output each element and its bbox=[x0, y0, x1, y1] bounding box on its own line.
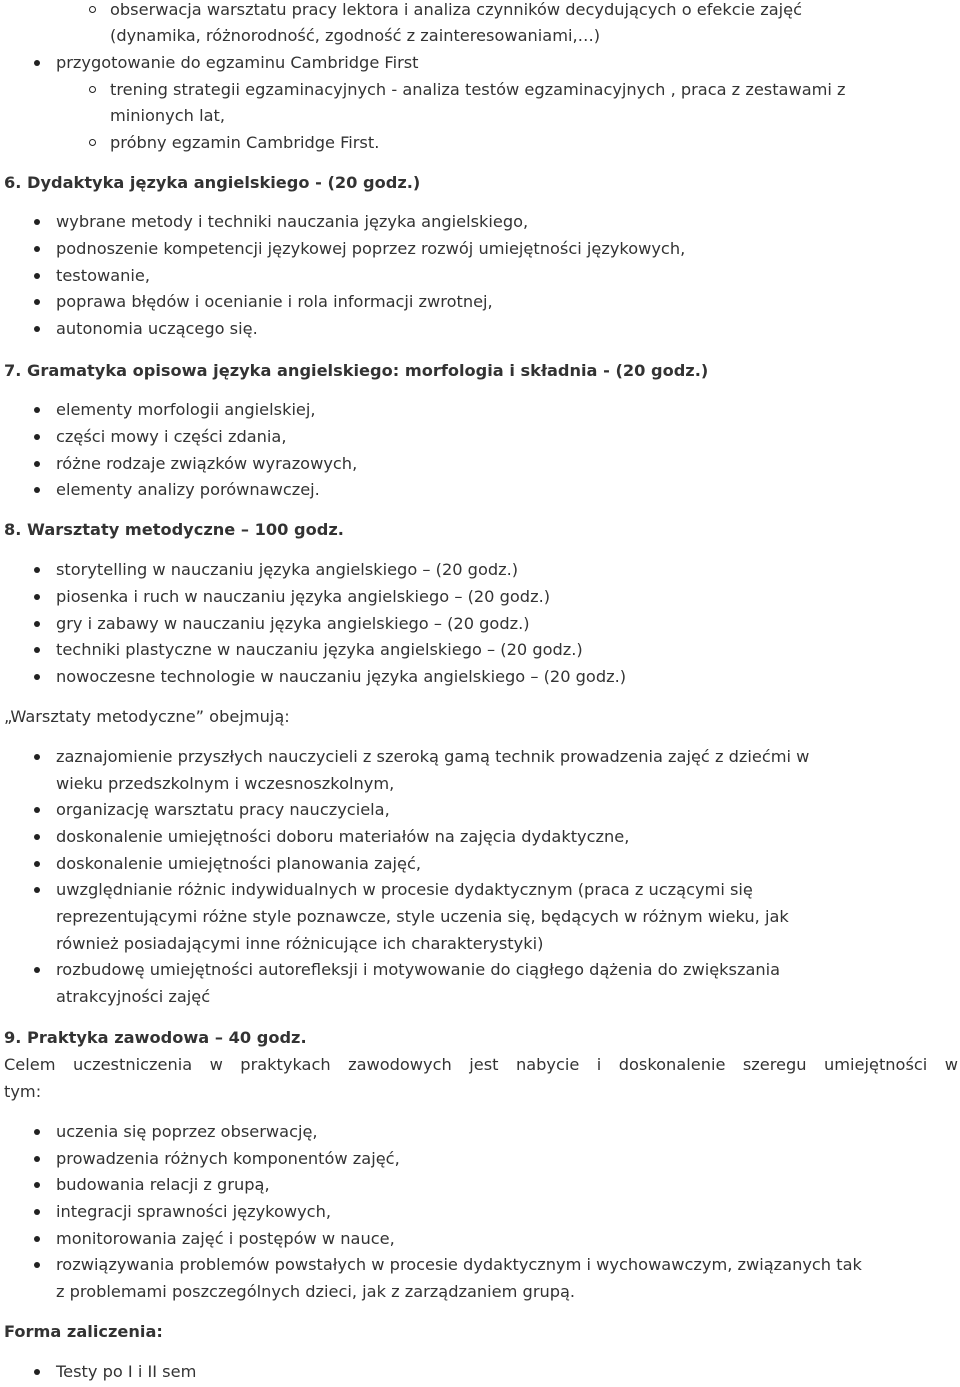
list-item: nowoczesne technologie w nauczaniu języka angielskiego – (20 godz.) bbox=[56, 667, 627, 686]
list-item: Testy po I i II sem bbox=[56, 1362, 197, 1381]
list-item: gry i zabawy w nauczaniu języka angielskiego – (20 godz.) bbox=[56, 614, 530, 633]
section-heading: 6. Dydaktyka języka angielskiego - (20 godz.) bbox=[4, 173, 421, 192]
list-item: doskonalenie umiejętności doboru materiałów na zajęcia dydaktyczne, bbox=[56, 827, 630, 846]
list-item: uwzględnianie różnic indywidualnych w procesie dydaktycznym (praca z uczącymi się bbox=[56, 880, 753, 899]
section-heading: 8. Warsztaty metodyczne – 100 godz. bbox=[4, 520, 344, 539]
list-item: storytelling w nauczaniu języka angielskiego – (20 godz.) bbox=[56, 560, 519, 579]
list-item: rozwiązywania problemów powstałych w procesie dydaktycznym i wychowawczym, związanych tak bbox=[56, 1255, 862, 1274]
list-item: techniki plastyczne w nauczaniu języka angielskiego – (20 godz.) bbox=[56, 640, 583, 659]
section-heading: 7. Gramatyka opisowa języka angielskiego: morfologia i składnia - (20 godz.) bbox=[4, 361, 709, 380]
list-item: uczenia się poprzez obserwację, bbox=[56, 1122, 318, 1141]
list-item: integracji sprawności językowych, bbox=[56, 1202, 331, 1221]
list-item: budowania relacji z grupą, bbox=[56, 1175, 270, 1194]
list-item: trening strategii egzaminacyjnych - analiza testów egzaminacyjnych , praca z zestawami z bbox=[110, 80, 846, 99]
list-item-continuation: atrakcyjności zajęć bbox=[56, 987, 211, 1006]
list-item-continuation: minionych lat, bbox=[110, 106, 225, 125]
list-item: wybrane metody i techniki nauczania języka angielskiego, bbox=[56, 212, 529, 231]
paragraph-continuation: tym: bbox=[4, 1082, 42, 1101]
section-heading: Forma zaliczenia: bbox=[4, 1322, 163, 1341]
list-item-continuation: z problemami poszczególnych dzieci, jak z zarządzaniem grupą. bbox=[56, 1282, 576, 1301]
list-item-continuation: (dynamika, różnorodność, zgodność z zainteresowaniami,…) bbox=[110, 26, 601, 45]
list-item: przygotowanie do egzaminu Cambridge First bbox=[56, 53, 419, 72]
list-item: piosenka i ruch w nauczaniu języka angielskiego – (20 godz.) bbox=[56, 587, 551, 606]
list-item: zaznajomienie przyszłych nauczycieli z szeroką gamą technik prowadzenia zajęć z dziećmi w bbox=[56, 747, 810, 766]
list-item: testowanie, bbox=[56, 266, 151, 285]
list-item: rozbudowę umiejętności autorefleksji i motywowanie do ciągłego dążenia do zwiększania bbox=[56, 960, 781, 979]
list-item: monitorowania zajęć i postępów w nauce, bbox=[56, 1229, 395, 1248]
list-item: próbny egzamin Cambridge First. bbox=[110, 133, 380, 152]
list-item: organizację warsztatu pracy nauczyciela, bbox=[56, 800, 390, 819]
list-item-continuation: również posiadającymi inne różnicujące ich charakterystyki) bbox=[56, 934, 544, 953]
list-item: autonomia uczącego się. bbox=[56, 319, 258, 338]
list-item: doskonalenie umiejętności planowania zajęć, bbox=[56, 854, 421, 873]
paragraph: Celem uczestniczenia w praktykach zawodowych jest nabycie i doskonalenie szeregu umiejętności w bbox=[4, 1055, 958, 1074]
list-item-continuation: wieku przedszkolnym i wczesnoszkolnym, bbox=[56, 774, 395, 793]
list-item: różne rodzaje związków wyrazowych, bbox=[56, 454, 358, 473]
list-item: elementy morfologii angielskiej, bbox=[56, 400, 316, 419]
list-item: części mowy i części zdania, bbox=[56, 427, 287, 446]
section-heading: 9. Praktyka zawodowa – 40 godz. bbox=[4, 1028, 307, 1047]
paragraph: „Warsztaty metodyczne” obejmują: bbox=[4, 707, 290, 726]
list-item: prowadzenia różnych komponentów zajęć, bbox=[56, 1149, 400, 1168]
list-item: elementy analizy porównawczej. bbox=[56, 480, 320, 499]
list-item-continuation: reprezentującymi różne style poznawcze, style uczenia się, będących w różnym wieku, jak bbox=[56, 907, 789, 926]
list-item: poprawa błędów i ocenianie i rola informacji zwrotnej, bbox=[56, 292, 493, 311]
list-item: podnoszenie kompetencji językowej poprzez rozwój umiejętności językowych, bbox=[56, 239, 686, 258]
list-item: obserwacja warsztatu pracy lektora i analiza czynników decydujących o efekcie zajęć bbox=[110, 0, 803, 19]
